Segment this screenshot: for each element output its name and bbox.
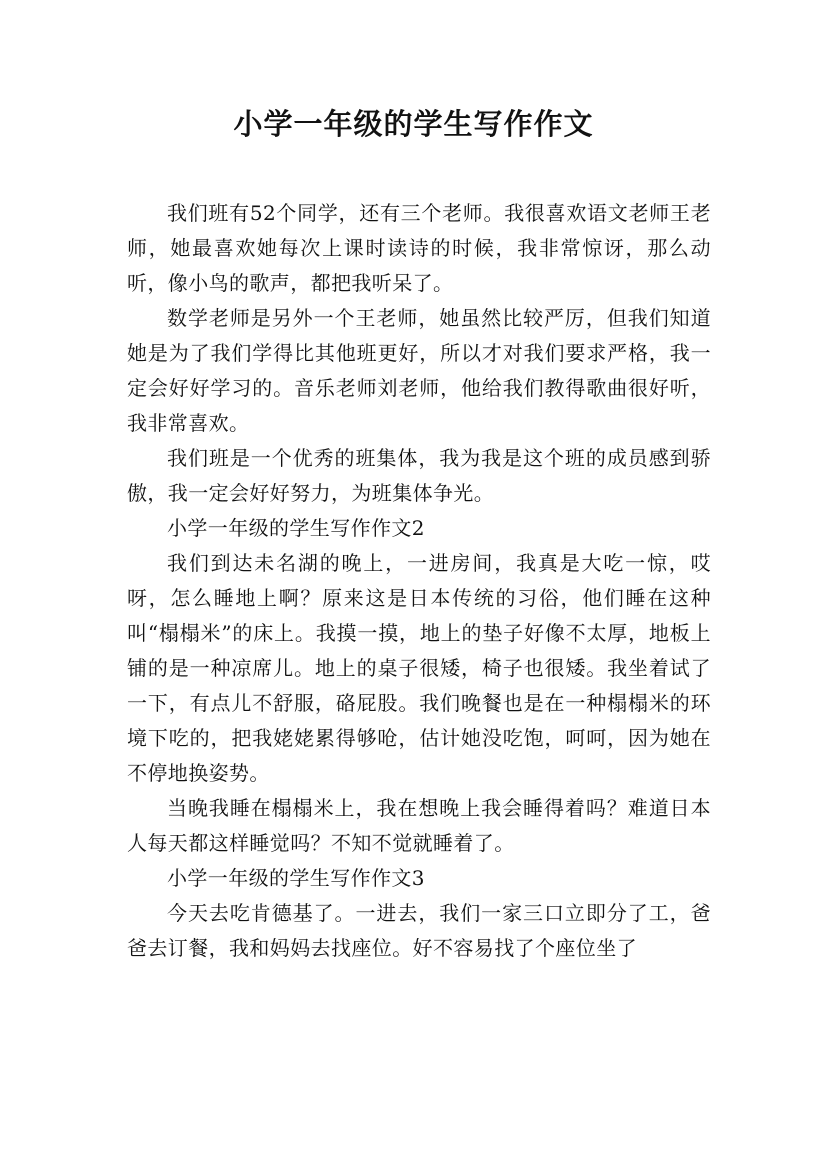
section-heading: 小学一年级的学生写作作文3 — [167, 866, 425, 890]
paragraph: 当晚我睡在榻榻米上，我在想晚上我会睡得着吗？难道日本人每天都这样睡觉吗？不知不觉就睡着了。 — [127, 796, 711, 855]
document-body — [127, 196, 711, 966]
paragraph: 数学老师是另外一个王老师，她虽然比较严厉，但我们知道她是为了我们学得比其他班更好，所以才对我们要求严格，我一定会好好学习的。音乐老师刘老师，他给我们教得歌曲很好听，我非常喜欢。 — [127, 306, 711, 435]
paragraph: 我们到达未名湖的晚上，一进房间，我真是大吃一惊，哎呀，怎么睡地上啊？原来这是日本传统的习俗，他们睡在这种叫“榻榻米”的床上。我摸一摸，地上的垫子好像不太厚，地板上铺的是一种凉席儿。地上的桌子很矮，椅子也很矮。我坐着试了一下，有点儿不舒服，硌屁股。我们晚餐也是在一种榻榻米的环境下吃的，把我姥姥累得够呛，估计她没吃饱，呵呵，因为她在不停地换姿势。 — [127, 551, 711, 785]
paragraph: 我们班有52个同学，还有三个老师。我很喜欢语文老师王老师，她最喜欢她每次上课时读诗的时候，我非常惊讶，那么动听，像小鸟的歌声，都把我听呆了。 — [127, 201, 711, 295]
paragraph: 我们班是一个优秀的班集体，我为我是这个班的成员感到骄傲，我一定会好好努力，为班集体争光。 — [127, 446, 711, 505]
section-heading: 小学一年级的学生写作作文2 — [167, 516, 425, 540]
paragraph: 今天去吃肯德基了。一进去，我们一家三口立即分了工，爸爸去订餐，我和妈妈去找座位。好不容易找了个座位坐了 — [127, 901, 711, 960]
page-title: 小学一年级的学生写作作文 — [233, 107, 594, 141]
